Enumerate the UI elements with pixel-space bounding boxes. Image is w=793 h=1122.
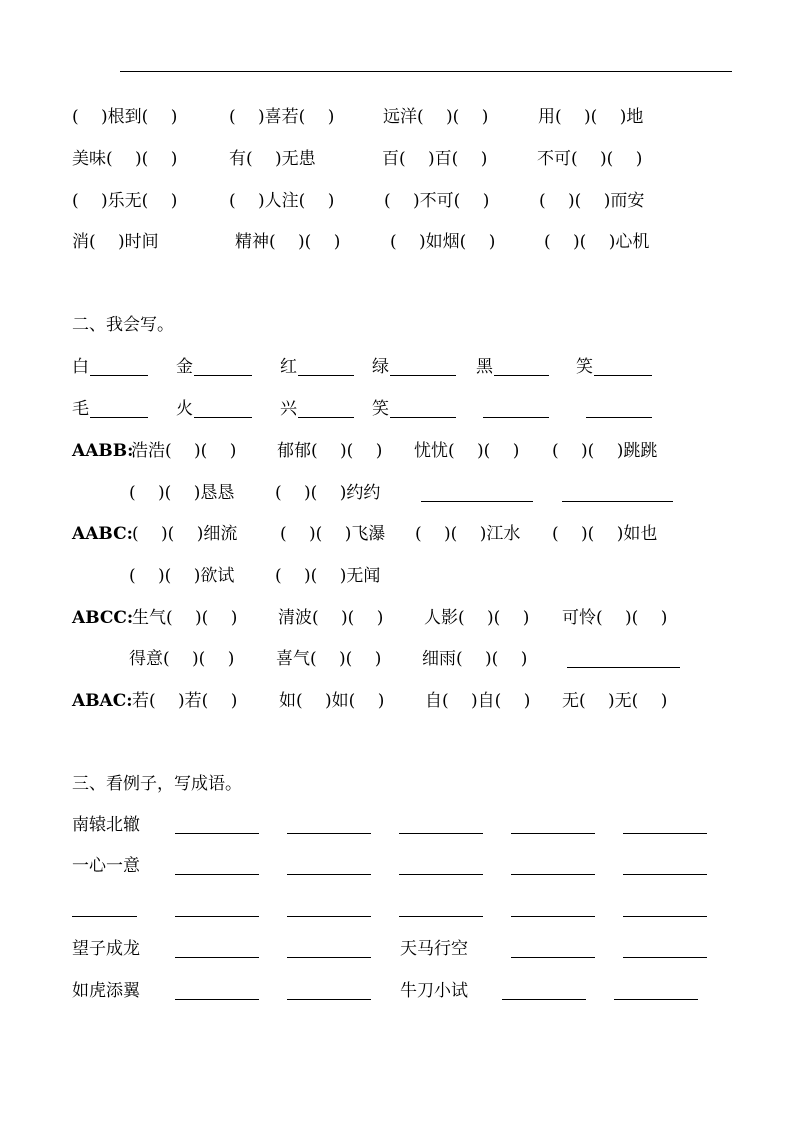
idiom-item: ( )乐无( ) <box>72 191 178 211</box>
idiom-item: 可怜( )( ) <box>562 608 668 628</box>
answer-blank[interactable] <box>287 957 371 958</box>
idiom-item: ( )( )无闻 <box>275 566 381 586</box>
answer-blank[interactable] <box>567 667 680 668</box>
idiom-item: 不可( )( ) <box>537 149 643 169</box>
word-prefix: 白 <box>72 357 89 377</box>
answer-blank[interactable] <box>421 501 533 502</box>
word-prefix: 笑 <box>576 357 593 377</box>
pattern-label-aabc: AABC: <box>72 524 133 544</box>
idiom-item: ( )根到( ) <box>72 107 178 127</box>
idiom-item: 无( )无( ) <box>562 691 668 711</box>
idiom-item: 百( )百( ) <box>382 149 488 169</box>
idiom-item: 清波( )( ) <box>278 608 384 628</box>
word-prefix: 绿 <box>372 357 389 377</box>
answer-blank[interactable] <box>175 874 259 875</box>
answer-blank[interactable] <box>298 417 354 418</box>
idiom-item: 忧忧( )( ) <box>414 441 520 461</box>
answer-blank[interactable] <box>298 375 354 376</box>
idiom-item: ( )( )恳恳 <box>129 483 235 503</box>
answer-blank[interactable] <box>194 375 252 376</box>
example-idiom: 南辕北辙 <box>72 815 140 835</box>
idiom-item: 精神( )( ) <box>235 232 341 252</box>
answer-blank[interactable] <box>594 375 652 376</box>
answer-blank[interactable] <box>90 375 148 376</box>
idiom-item: ( )( )而安 <box>539 191 645 211</box>
pattern-label-aabb: AABB: <box>72 441 134 461</box>
idiom-item: ( )( )欲试 <box>129 566 235 586</box>
idiom-item: ( )不可( ) <box>384 191 490 211</box>
answer-blank[interactable] <box>287 833 371 834</box>
answer-blank[interactable] <box>390 375 456 376</box>
answer-blank[interactable] <box>511 833 595 834</box>
idiom-item: ( )( )如也 <box>552 524 658 544</box>
idiom-item: 浩浩( )( ) <box>131 441 237 461</box>
idiom-item: ( )( )心机 <box>544 232 650 252</box>
idiom-item: 生气( )( ) <box>132 608 238 628</box>
word-prefix: 红 <box>280 357 297 377</box>
answer-blank[interactable] <box>287 999 371 1000</box>
word-prefix: 毛 <box>72 399 89 419</box>
idiom-item: 郁郁( )( ) <box>277 441 383 461</box>
example-idiom: 如虎添翼 <box>72 981 140 1001</box>
idiom-item: ( )( )跳跳 <box>552 441 658 461</box>
idiom-item: 远洋( )( ) <box>383 107 489 127</box>
idiom-item: ( )( )约约 <box>275 483 381 503</box>
idiom-item: 如( )如( ) <box>279 691 385 711</box>
idiom-item: 美味( )( ) <box>72 149 178 169</box>
word-prefix: 笑 <box>372 399 389 419</box>
idiom-item: 有( )无患 <box>229 149 316 169</box>
answer-blank[interactable] <box>511 916 595 917</box>
example-idiom: 望子成龙 <box>72 939 140 959</box>
answer-blank[interactable] <box>175 999 259 1000</box>
idiom-item: 细雨( )( ) <box>422 649 528 669</box>
answer-blank[interactable] <box>287 916 371 917</box>
answer-blank[interactable] <box>175 916 259 917</box>
answer-blank[interactable] <box>586 417 652 418</box>
answer-blank[interactable] <box>511 874 595 875</box>
idiom-item: 得意( )( ) <box>129 649 235 669</box>
idiom-item: 人影( )( ) <box>424 608 530 628</box>
answer-blank[interactable] <box>175 957 259 958</box>
idiom-item: ( )( )江水 <box>415 524 521 544</box>
example-idiom: 天马行空 <box>400 939 468 959</box>
word-prefix: 兴 <box>280 399 297 419</box>
answer-blank[interactable] <box>399 833 483 834</box>
answer-blank[interactable] <box>175 833 259 834</box>
answer-blank[interactable] <box>390 417 456 418</box>
section-3-title: 三、看例子，写成语。 <box>72 774 242 794</box>
answer-blank[interactable] <box>562 501 673 502</box>
example-idiom: 牛刀小试 <box>400 981 468 1001</box>
answer-blank[interactable] <box>623 916 707 917</box>
answer-blank[interactable] <box>483 417 549 418</box>
word-prefix: 火 <box>176 399 193 419</box>
section-2-title: 二、我会写。 <box>72 315 174 335</box>
answer-blank[interactable] <box>623 874 707 875</box>
idiom-item: ( )( )飞瀑 <box>280 524 386 544</box>
idiom-item: 用( )( )地 <box>538 107 644 127</box>
idiom-item: 消( )时间 <box>72 232 159 252</box>
idiom-item: ( )人注( ) <box>229 191 335 211</box>
idiom-item: 喜气( )( ) <box>276 649 382 669</box>
word-prefix: 黑 <box>476 357 493 377</box>
answer-blank[interactable] <box>623 957 707 958</box>
answer-blank[interactable] <box>623 833 707 834</box>
answer-blank[interactable] <box>287 874 371 875</box>
answer-blank[interactable] <box>614 999 698 1000</box>
pattern-label-abcc: ABCC: <box>72 608 134 628</box>
answer-blank[interactable] <box>399 916 483 917</box>
answer-blank[interactable] <box>194 417 252 418</box>
answer-blank[interactable] <box>399 874 483 875</box>
answer-blank[interactable] <box>494 375 549 376</box>
answer-blank[interactable] <box>502 999 586 1000</box>
idiom-item: 自( )自( ) <box>425 691 531 711</box>
idiom-item: 若( )若( ) <box>132 691 238 711</box>
idiom-item: ( )如烟( ) <box>390 232 496 252</box>
answer-blank[interactable] <box>90 417 148 418</box>
header-rule <box>120 71 732 72</box>
word-prefix: 金 <box>176 357 193 377</box>
example-idiom: 一心一意 <box>72 856 140 876</box>
pattern-label-abac: ABAC: <box>72 691 133 711</box>
answer-blank[interactable] <box>72 916 137 917</box>
idiom-item: ( )( )细流 <box>132 524 238 544</box>
answer-blank[interactable] <box>511 957 595 958</box>
idiom-item: ( )喜若( ) <box>229 107 335 127</box>
